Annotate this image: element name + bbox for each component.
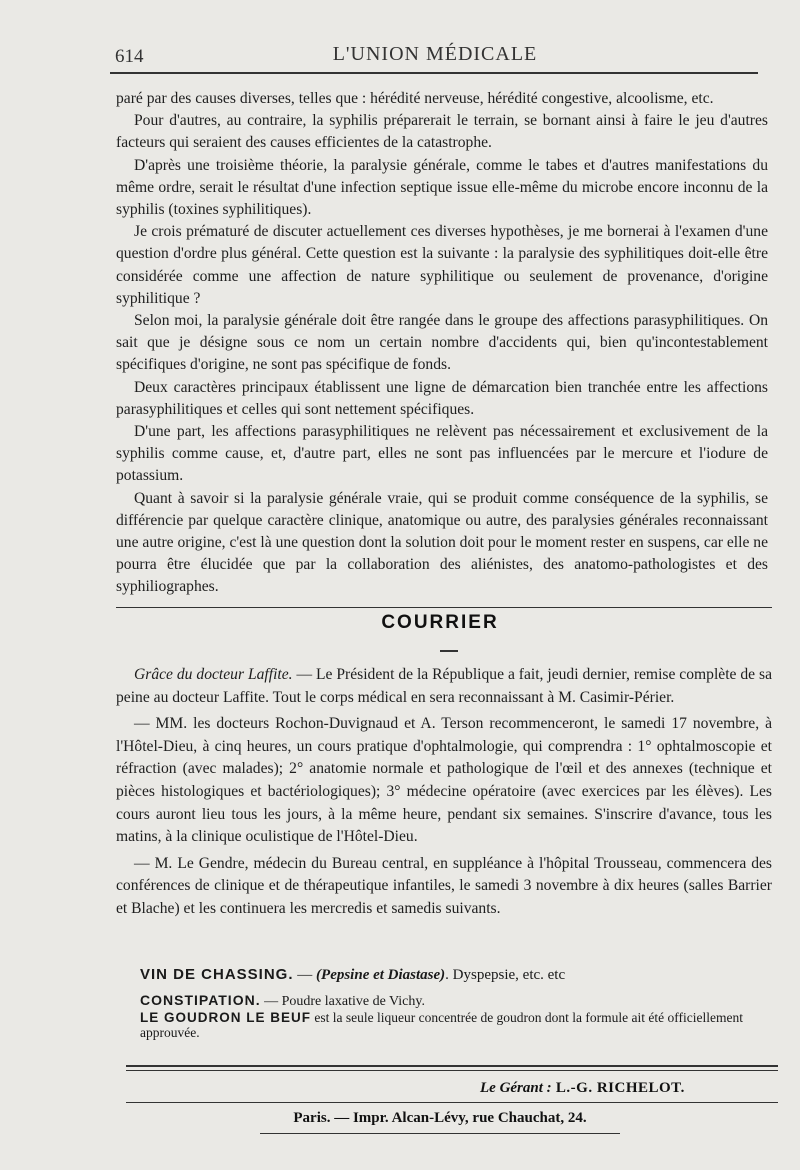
- section-heading: COURRIER: [381, 612, 499, 633]
- news-text: — Le Président de la République a fait, jeudi dernier, remise complète de sa peine au docteur Laffite. Tout le corps médical en sera reconnaissant à M. Casimir-Périer.: [116, 666, 772, 706]
- advertisements: [140, 966, 780, 1040]
- ad-constipation: [140, 992, 780, 1010]
- heading-dash: [440, 650, 458, 652]
- paragraph: Deux caractères principaux établissent une ligne de démarcation bien tranchée entre les affections parasyphilitiques et celles qui sont nettement spécifiques.: [116, 378, 768, 418]
- footer-rule: [126, 1102, 778, 1103]
- paragraph: D'après une troisième théorie, la paralysie générale, comme le tabes et d'autres manifestations du même ordre, serait le résultat d'une infection septique issue elle-même du microbe encore inconnu de la syphilis (toxines syphilitiques).: [116, 156, 768, 219]
- paragraph: Selon moi, la paralysie générale doit être rangée dans le groupe des affections parasyphilitiques. On sait que je désigne sous ce nom un certain nombre d'accidents qui, bien qu'incontestablement spécifiques d'origine, ne sont pas spécifique de fonds.: [116, 312, 768, 374]
- paragraph: paré par des causes diverses, telles que : hérédité nerveuse, hérédité congestive, alcoolisme, etc.: [116, 90, 714, 107]
- gerant-signature: [480, 1080, 780, 1097]
- news-text: — MM. les docteurs Rochon-Duvignaud et A. Terson recommenceront, le samedi 17 novembre, à l'Hôtel-Dieu, à cinq heures, un cours pratique d'ophtalmologie, qui comprendra : 1° ophtalmoscopie et réfraction (avec malades); 2° anatomie normale et pathologique de l'œil et des annexes (technique et pièces histologiques et bactériologiques); 3° médecine opératoire (avec exercices par les élèves). Les cours auront lieu tous les jours, à la même heure, pendant six semaines. S'inscrire d'avance, tous les matins, à la clinique oculistique de l'Hôtel-Dieu.: [116, 715, 772, 846]
- paragraph: D'une part, les affections parasyphilitiques ne relèvent pas nécessairement et exclusivement de la syphilis comme cause, et, d'autre part, elles ne sont pas influencées par le mercure et l'iodure de potassium.: [116, 423, 768, 485]
- page-header: [110, 38, 760, 74]
- footer-rule: [126, 1065, 778, 1067]
- imprint-rule: [260, 1133, 620, 1134]
- article-body: [116, 88, 768, 599]
- news-items: [116, 664, 772, 925]
- news-item: [116, 853, 772, 921]
- ad-text: . Dyspepsie, etc. etc: [445, 967, 566, 983]
- ad-text: — Poudre laxative de Vichy.: [260, 994, 425, 1009]
- ad-brand: CONSTIPATION.: [140, 992, 261, 1008]
- printer-imprint: Paris. — Impr. Alcan-Lévy, rue Chauchat, 24.: [293, 1110, 587, 1126]
- gerant-name: L.-G. RICHELOT.: [551, 1080, 685, 1096]
- news-lead: Grâce du docteur Laffite.: [134, 666, 293, 683]
- running-title: L'UNION MÉDICALE: [332, 43, 538, 65]
- gerant-label: Le Gérant :: [480, 1080, 552, 1096]
- news-item: [116, 664, 772, 709]
- paragraph: Pour d'autres, au contraire, la syphilis préparerait le terrain, se bornant ainsi à faire le jeu d'autres facteurs qui seraient des causes efficientes de la catastrophe.: [116, 112, 768, 152]
- page-number: 614: [115, 46, 144, 67]
- ad-goudron: [140, 1010, 780, 1040]
- ad-text: est la seule liqueur concentrée de goudron dont la formule ait été officiellement approuvée.: [140, 1010, 743, 1040]
- footer-rule: [126, 1070, 778, 1071]
- news-item: [116, 713, 772, 849]
- ad-brand: VIN DE CHASSING.: [140, 966, 294, 983]
- section-divider: [116, 607, 772, 608]
- ad-separator: —: [293, 967, 317, 983]
- header-rule: [110, 72, 758, 74]
- news-text: — M. Le Gendre, médecin du Bureau central, en suppléance à l'hôpital Trousseau, commencera des conférences de clinique et de thérapeutique infantiles, le samedi 3 novembre à dix heures (salles Barrier et Blache) et les continuera les mercredis et samedis suivants.: [116, 854, 772, 917]
- ad-brand: LE GOUDRON LE BEUF: [140, 1010, 312, 1025]
- paragraph: Je crois prématuré de discuter actuellement ces diverses hypothèses, je me bornerai à l'examen d'une question d'ordre plus général. Cette question est la suivante : la paralysie des syphilitiques doit-elle être considérée comme une affection de nature syphilitique ou seulement de provenance, d'origine syphilitique ?: [116, 223, 768, 307]
- ad-subtitle: (Pepsine et Diastase): [316, 967, 446, 983]
- paragraph: Quant à savoir si la paralysie générale vraie, qui se produit comme conséquence de la syphilis, se différencie par quelque caractère clinique, anatomique ou autre, des paralysies générales reconnaissant une autre origine, c'est là une question dont la solution doit pour le moment rester en suspens, car elle ne pourra être élucidée que par la collaboration des aliénistes, des anatomo-pathologistes et des syphiliographes.: [116, 489, 768, 596]
- ad-vin-de-chassing: [140, 966, 780, 984]
